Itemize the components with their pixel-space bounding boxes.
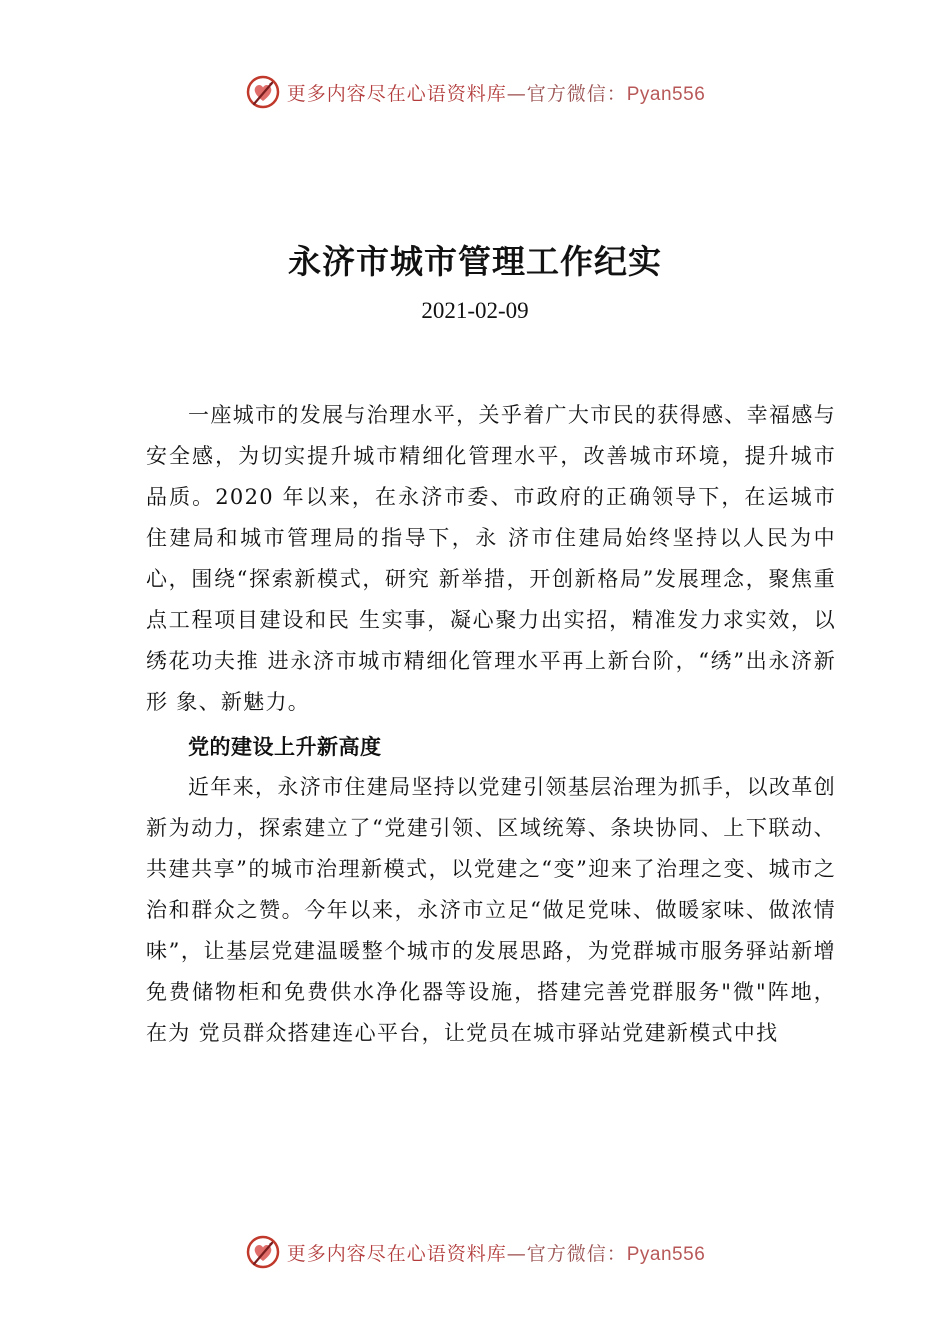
article-title: 永济市城市管理工作纪实 — [288, 242, 662, 281]
banner-text — [287, 1239, 706, 1266]
article-date: 2021-02-09 — [421, 298, 529, 323]
article-body — [146, 395, 836, 1054]
banner-text — [287, 79, 706, 106]
banner-wechat-id: Pyan556 — [626, 83, 706, 105]
banner-wechat-label: 官方微信： — [526, 82, 627, 105]
heart-pen-logo-icon — [245, 74, 281, 110]
banner-separator: — — [506, 82, 527, 105]
banner-separator: — — [506, 1242, 527, 1265]
section-paragraph: 近年来，永济市住建局坚持以党建引领基层治理为抓手，以改革创新为动力，探索建立了“党建引领、区域统筹、条块协同、上下联动、共建共享”的城市治理新模式，以党建之“变”迎来了治理之变、城市之治和群众之赞。今年以来，永济市立足“做足党味、做暖家味、做浓情味”，让基层党建温暖整个城市的发展思路，为党群城市服务驿站新增免费储物柜和免费供水净化器等设施，搭建完善党群服务"微"阵地，在为 党员群众搭建连心平台，让党员在城市驿站党建新模式中找 — [146, 775, 836, 1045]
header-banner — [0, 72, 950, 112]
banner-slogan: 更多内容尽在心语资料库 — [286, 82, 507, 105]
heart-pen-logo-icon — [245, 1234, 281, 1270]
banner-wechat-id: Pyan556 — [626, 1243, 706, 1265]
intro-paragraph: 一座城市的发展与治理水平，关乎着广大市民的获得感、幸福感与安全感，为切实提升城市精细化管理水平，改善城市环境，提升城市品质。2020 年以来，在永济市委、市政府的正确领导下，在运城市住建局和城市管理局的指导下，永 济市住建局始终坚持以人民为中心，围绕“探索新模式，研究 新举措，开创新格局”发展理念，聚焦重点工程项目建设和民 生实事，凝心聚力出实招，精准发力求实效，以绣花功夫推 进永济市城市精细化管理水平再上新台阶，“绣”出永济新形 象、新魅力。 — [146, 403, 836, 714]
banner-wechat-label: 官方微信： — [526, 1242, 627, 1265]
section-heading: 党的建设上升新高度 — [188, 735, 382, 759]
banner-slogan: 更多内容尽在心语资料库 — [286, 1242, 507, 1265]
footer-banner — [0, 1232, 950, 1272]
